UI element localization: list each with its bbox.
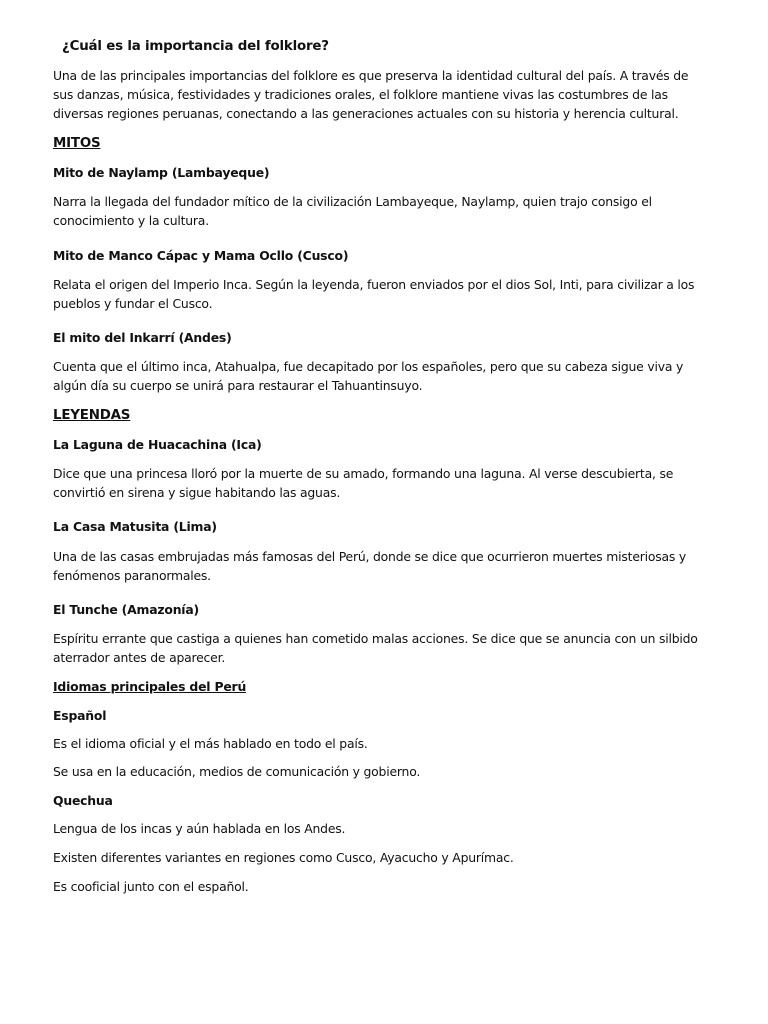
item-text: Espíritu errante que castiga a quienes han cometido malas acciones. Se dice que se anuncia con un silbido <box>53 631 698 646</box>
item-text: algún día su cuerpo se unirá para restaurar el Tahuantinsuyo. <box>53 378 423 393</box>
section-heading-idiomas: Idiomas principales del Perú <box>53 679 247 694</box>
language-text: Existen diferentes variantes en regiones como Cusco, Ayacucho y Apurímac. <box>53 850 514 865</box>
section-heading-mitos: MITOS <box>53 136 101 151</box>
intro-line: sus danzas, música, festividades y tradiciones orales, el folklore mantiene vivas las costumbres de las <box>53 87 668 102</box>
page-title: ¿Cuál es la importancia del folklore? <box>62 39 329 54</box>
item-text: pueblos y fundar el Cusco. <box>53 296 213 311</box>
item-text: Cuenta que el último inca, Atahualpa, fue decapitado por los españoles, pero que su cabeza sigue viva y <box>53 359 684 374</box>
intro-line: diversas regiones peruanas, conectando a las generaciones actuales con su historia y herencia cultural. <box>53 106 679 121</box>
item-title: El mito del Inkarrí (Andes) <box>53 330 232 345</box>
language-text: Se usa en la educación, medios de comunicación y gobierno. <box>53 764 421 779</box>
language-title: Quechua <box>53 793 113 808</box>
item-text: fenómenos paranormales. <box>53 568 211 583</box>
item-text: Dice que una princesa lloró por la muerte de su amado, formando una laguna. Al verse descubierta, se <box>53 466 674 481</box>
language-title: Español <box>53 708 107 723</box>
item-text: Narra la llegada del fundador mítico de la civilización Lambayeque, Naylamp, quien trajo consigo el <box>53 194 652 209</box>
item-title: La Laguna de Huacachina (Ica) <box>53 437 262 452</box>
language-text: Es el idioma oficial y el más hablado en todo el país. <box>53 736 368 751</box>
item-title: La Casa Matusita (Lima) <box>53 519 217 534</box>
item-text: Relata el origen del Imperio Inca. Según la leyenda, fueron enviados por el dios Sol, Inti, para civilizar a los <box>53 277 695 292</box>
language-text: Lengua de los incas y aún hablada en los Andes. <box>53 821 346 836</box>
intro-line: Una de las principales importancias del folklore es que preserva la identidad cultural del país. A través de <box>53 68 689 83</box>
item-title: Mito de Manco Cápac y Mama Ocllo (Cusco) <box>53 248 349 263</box>
language-text: Es cooficial junto con el español. <box>53 879 249 894</box>
section-heading-leyendas: LEYENDAS <box>53 408 131 423</box>
item-title: El Tunche (Amazonía) <box>53 602 199 617</box>
item-text: convirtió en sirena y sigue habitando las aguas. <box>53 485 341 500</box>
item-title: Mito de Naylamp (Lambayeque) <box>53 165 270 180</box>
item-text: Una de las casas embrujadas más famosas del Perú, donde se dice que ocurrieron muertes misteriosas y <box>53 549 687 564</box>
item-text: conocimiento y la cultura. <box>53 213 209 228</box>
item-text: aterrador antes de aparecer. <box>53 650 226 665</box>
